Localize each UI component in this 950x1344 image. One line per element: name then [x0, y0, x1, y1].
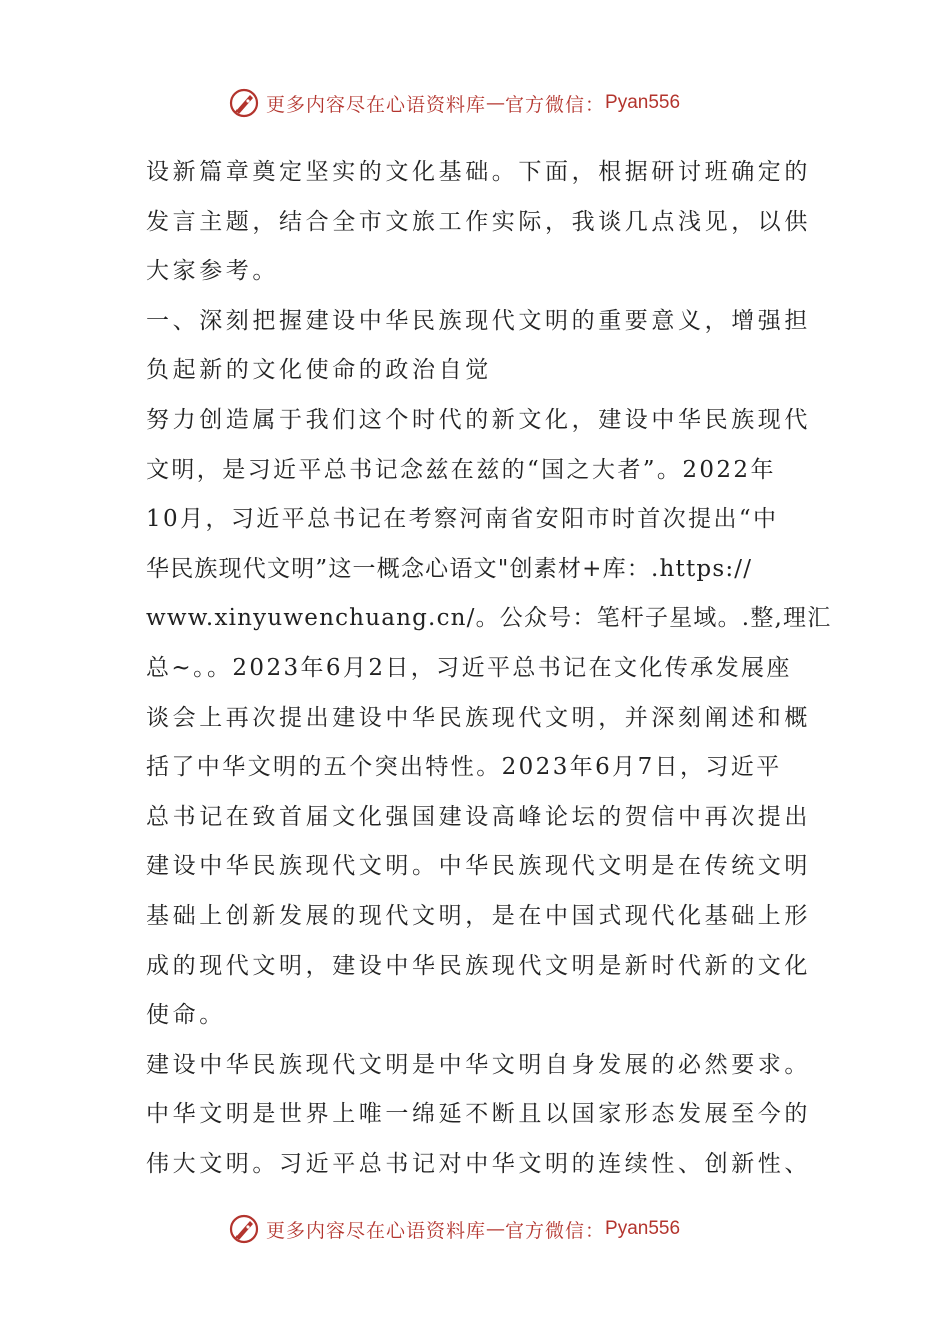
text-line: 使命。: [146, 1002, 226, 1029]
pen-nib-logo-icon: [228, 87, 260, 119]
text-line: 谈会上再次提出建设中华民族现代文明，并深刻阐述和概: [146, 704, 811, 731]
text-line: 建设中华民族现代文明。中华民族现代文明是在传统文明: [146, 853, 811, 880]
footer-watermark-banner: [228, 1212, 680, 1246]
text-line: 括了中华文明的五个突出特性。2023年6月7日，习近平: [146, 754, 782, 781]
text-line: 设新篇章奠定坚实的文化基础。下面，根据研讨班确定的: [146, 159, 811, 185]
banner-wechat-id: Pyan556: [605, 1218, 681, 1239]
text-line: 努力创造属于我们这个时代的新文化，建设中华民族现代: [146, 406, 811, 433]
document-body: [146, 148, 832, 1189]
section-heading-line: 负起新的文化使命的政治自觉: [146, 357, 492, 384]
text-line: 建设中华民族现代文明是中华文明自身发展的必然要求。: [146, 1051, 811, 1078]
banner-separator: —: [486, 92, 506, 114]
banner-wechat-label: 官方微信：: [505, 93, 606, 116]
banner-wechat-label: 官方微信：: [505, 1219, 606, 1242]
text-line: 大家参考。: [146, 258, 279, 285]
text-line: 发言主题，结合全市文旅工作实际，我谈几点浅见，以供: [146, 208, 811, 235]
text-line: 总书记在致首届文化强国建设高峰论坛的贺信中再次提出: [146, 803, 811, 830]
text-line: 总~。。2023年6月2日，习近平总书记在文化传承发展座: [146, 654, 792, 681]
banner-text: 更多内容尽在心语资料库: [266, 93, 487, 116]
text-line: 华民族现代文明”这一概念心语文"创素材+库：.https://: [146, 555, 753, 582]
pen-nib-logo-icon: [228, 1213, 260, 1245]
text-line: 基础上创新发展的现代文明，是在中国式现代化基础上形: [146, 902, 811, 929]
banner-text: 更多内容尽在心语资料库: [266, 1219, 487, 1242]
banner-wechat-id: Pyan556: [605, 92, 681, 113]
banner-separator: —: [486, 1218, 506, 1240]
text-line: 中华文明是世界上唯一绵延不断且以国家形态发展至今的: [146, 1101, 811, 1128]
text-line: 伟大文明。习近平总书记对中华文明的连续性、创新性、: [146, 1150, 811, 1177]
text-line: 10月，习近平总书记在考察河南省安阳市时首次提出“中: [146, 506, 779, 533]
text-line: 成的现代文明，建设中华民族现代文明是新时代新的文化: [146, 952, 811, 979]
text-line: www.xinyuwenchuang.cn/。公众号：笔杆子星域。.整,理汇: [146, 605, 832, 632]
section-heading-line: 一、深刻把握建设中华民族现代文明的重要意义，增强担: [146, 307, 811, 334]
header-watermark-banner: [228, 86, 680, 120]
text-line: 文明，是习近平总书记念兹在兹的“国之大者”。2022年: [146, 456, 776, 483]
